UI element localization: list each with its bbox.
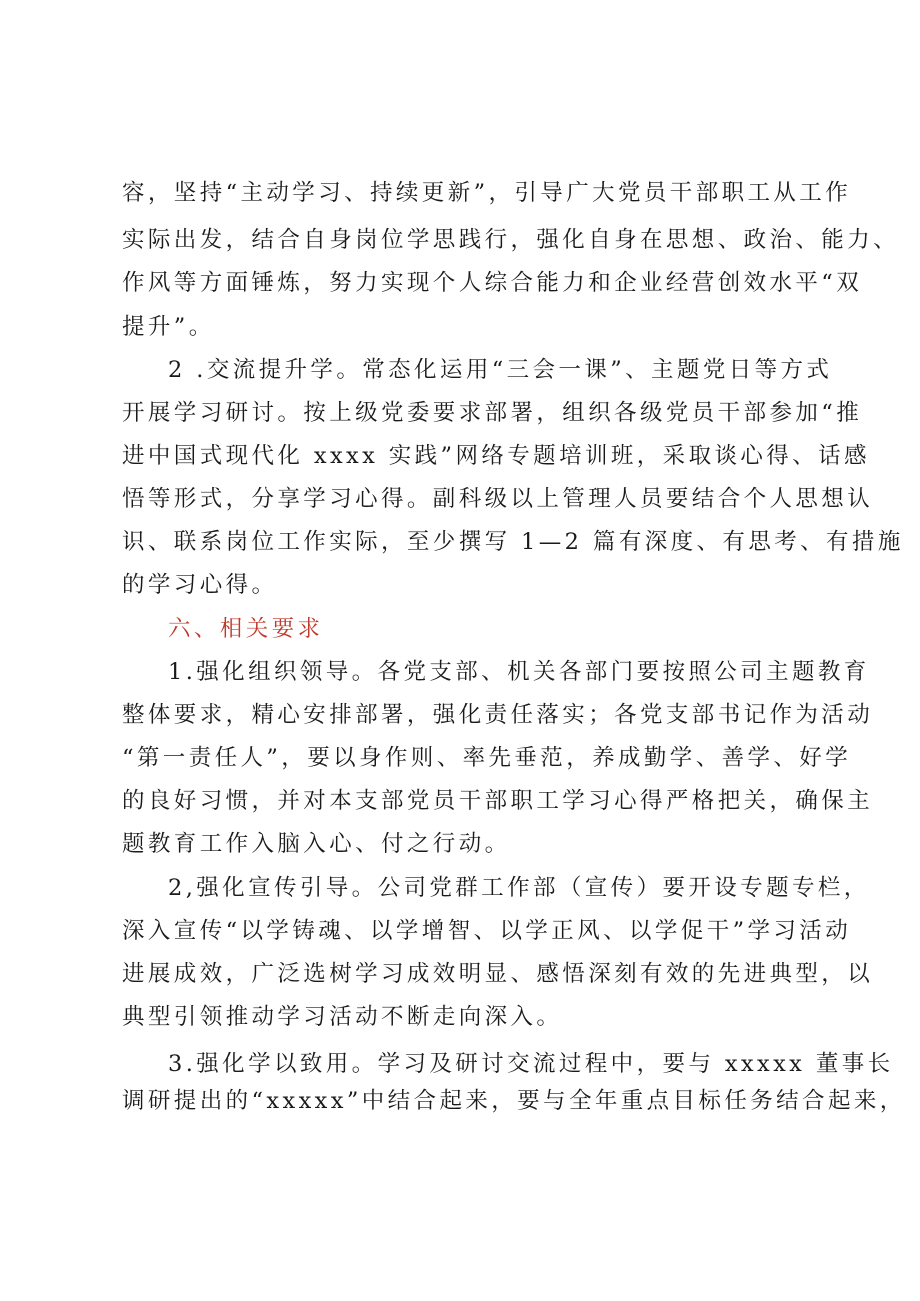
paragraph-line: 悟等形式，分享学习心得。副科级以上管理人员要结合个人思想认 — [122, 486, 874, 512]
paragraph-line: 1.强化组织领导。各党支部、机关各部门要按照公司主题教育 — [168, 659, 870, 685]
paragraph-line: 作风等方面锤炼，努力实现个人综合能力和企业经营创效水平“双 — [122, 270, 863, 296]
paragraph-line: 提升”。 — [122, 314, 215, 340]
paragraph-line: 2 .交流提升学。常态化运用“三会一课”、主题党日等方式 — [168, 357, 833, 383]
paragraph-line: 2,强化宣传引导。公司党群工作部（宣传）要开设专题专栏， — [168, 875, 870, 901]
paragraph-line: 整体要求，精心安排部署，强化责任落实；各党支部书记作为活动 — [122, 702, 874, 728]
paragraph-line: 实际出发，结合自身岗位学思践行，强化自身在思想、政治、能力、 — [122, 227, 900, 253]
paragraph-line: 容，坚持“主动学习、持续更新”，引导广大党员干部职工从工作 — [122, 180, 852, 206]
paragraph-line: 进中国式现代化 xxxx 实践”网络专题培训班，采取谈心得、话感 — [122, 443, 870, 469]
paragraph-line: 典型引领推动学习活动不断走向深入。 — [122, 1004, 563, 1030]
paragraph-line: 题教育工作入脑入心、付之行动。 — [122, 831, 511, 857]
paragraph-line: 识、联系岗位工作实际，至少撰写 1—2 篇有深度、有思考、有措施 — [122, 529, 904, 555]
paragraph-line: 深入宣传“以学铸魂、以学增智、以学正风、以学促干”学习活动 — [122, 918, 852, 944]
paragraph-line: 调研提出的“xxxxx”中结合起来，要与全年重点目标任务结合起来， — [122, 1088, 906, 1114]
paragraph-line: 开展学习研讨。按上级党委要求部署，组织各级党员干部参加“推 — [122, 400, 863, 426]
section-heading: 六、相关要求 — [168, 616, 324, 642]
paragraph-line: 的良好习惯，并对本支部党员干部职工学习心得严格把关，确保主 — [122, 788, 874, 814]
paragraph-line: “第一责任人”，要以身作则、率先垂范，养成勤学、善学、好学 — [122, 745, 852, 771]
paragraph-line: 进展成效，广泛选树学习成效明显、感悟深刻有效的先进典型，以 — [122, 961, 874, 987]
paragraph-line: 的学习心得。 — [122, 572, 278, 598]
paragraph-line: 3.强化学以致用。学习及研讨交流过程中，要与 xxxxx 董事长 — [168, 1051, 894, 1077]
